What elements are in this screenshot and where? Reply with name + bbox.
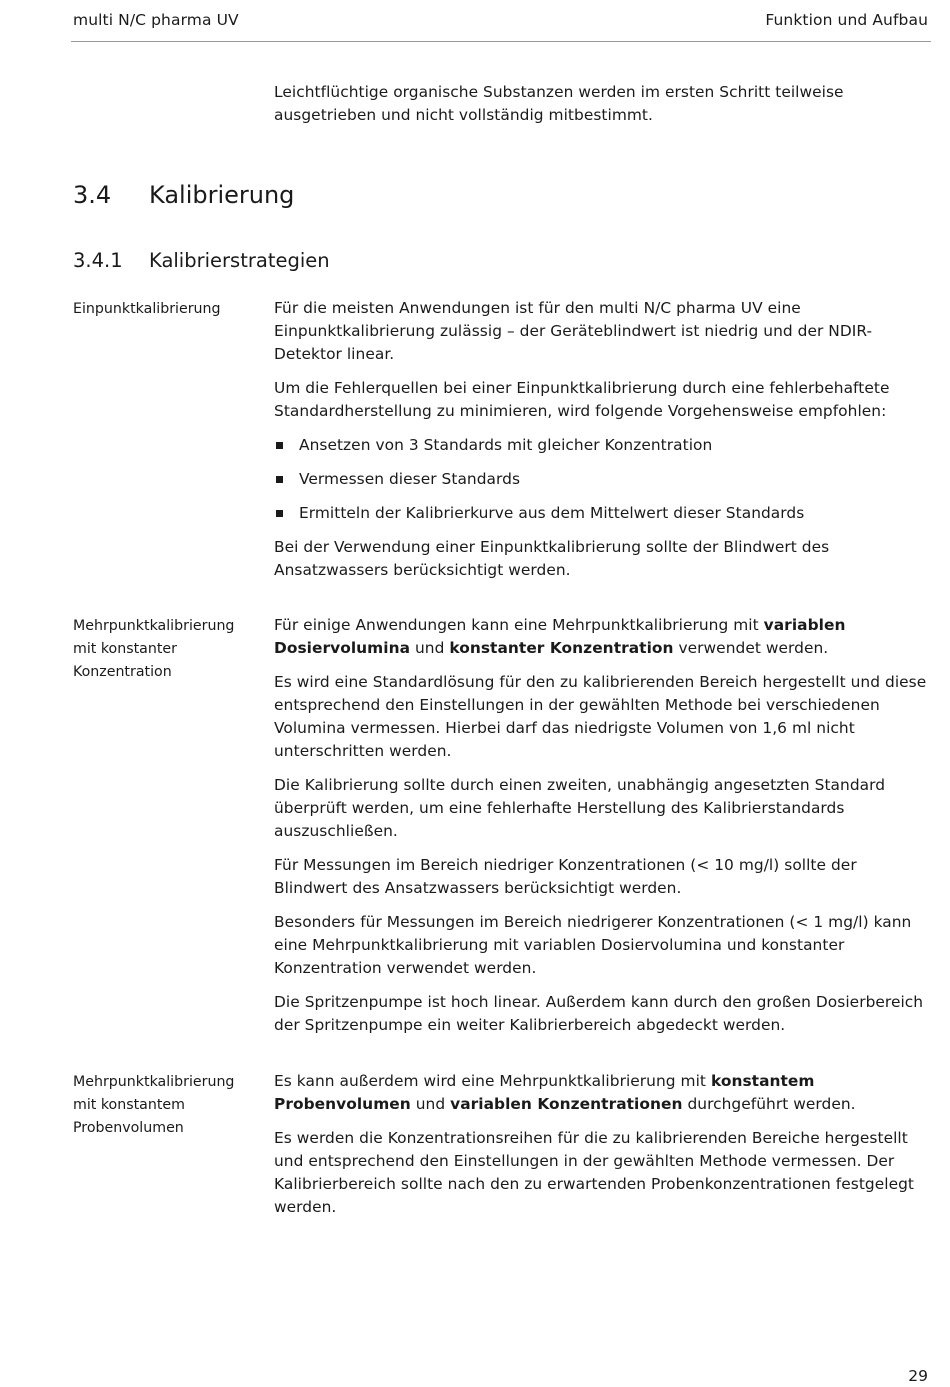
margin-label-line: mit konstantem <box>73 1097 185 1114</box>
running-header-chapter: Funktion und Aufbau <box>765 11 928 29</box>
konzentration-paragraph-6: Die Spritzenpumpe ist hoch linear. Außerdem kann durch den großen Dosierbereich der Spritzenpumpe ein weiter Kalibrierbereich abgedeckt werden. <box>274 993 924 1034</box>
intro-paragraph: Leichtflüchtige organische Substanzen werden im ersten Schritt teilweise ausgetrieben und nicht vollständig mitbestimmt. <box>274 83 844 124</box>
square-bullet-icon <box>276 510 283 517</box>
margin-label-konstantes-probenvolumen <box>73 1071 263 1141</box>
block-konstantes-probenvolumen <box>274 1070 934 1230</box>
margin-label-line: mit konstanter <box>73 641 177 658</box>
margin-label-line: Mehrpunktkalibrierung <box>73 618 235 634</box>
text-run: und <box>410 639 450 657</box>
konzentration-paragraph-5: Besonders für Messungen im Bereich niedrigerer Konzentrationen (< 1 mg/l) kann eine Mehrpunktkalibrierung mit variablen Dosiervolumina und konstanter Konzentration verwendet werden. <box>274 913 912 977</box>
margin-label-line: Mehrpunktkalibrierung <box>73 1074 235 1090</box>
konzentration-paragraph-3: Die Kalibrierung sollte durch einen zweiten, unabhängig angesetzten Standard überprüft werden, um eine fehlerhafte Herstellung des Kalibrierstandards auszuschließen. <box>274 776 886 840</box>
margin-label-line: Probenvolumen <box>73 1120 184 1137</box>
list-item-text: Ansetzen von 3 Standards mit gleicher Konzentration <box>299 436 713 454</box>
emphasis-constant-sample-volume: konstantem Probenvolumen <box>274 1072 815 1113</box>
einpunkt-paragraph-3: Bei der Verwendung einer Einpunktkalibrierung sollte der Blindwert des Ansatzwassers berücksichtigt werden. <box>274 538 830 579</box>
konzentration-paragraph-2: Es wird eine Standardlösung für den zu kalibrierenden Bereich hergestellt und diese entsprechend den Einstellungen in der gewählten Methode bei verschiedenen Volumina vermessen. Hierbei darf das niedrigste Volumen von 1,6 ml nicht unterschritten werden. <box>274 673 927 760</box>
square-bullet-icon <box>276 442 283 449</box>
list-item <box>274 468 934 491</box>
block-konstante-konzentration <box>274 614 934 1048</box>
probenvolumen-paragraph-2: Es werden die Konzentrationsreihen für die zu kalibrierenden Bereiche hergestellt und entsprechend den Einstellungen in der gewählten Methode vermessen. Der Kalibrierbereich sollte nach den zu erwartenden Probenkonzentrationen festgelegt werden. <box>274 1129 914 1216</box>
section-title: Kalibrierung <box>149 181 295 209</box>
emphasis-constant-concentration: konstanter Konzentration <box>449 639 674 657</box>
page-number: 29 <box>908 1367 928 1385</box>
subsection-title: Kalibrierstrategien <box>149 249 330 272</box>
section-number: 3.4 <box>73 181 112 209</box>
list-item <box>274 434 934 457</box>
header-divider <box>71 41 931 42</box>
emphasis-variable-volumes: variablen Dosiervolumina <box>274 616 846 657</box>
probenvolumen-paragraph-1 <box>274 1070 934 1116</box>
list-item-text: Ermitteln der Kalibrierkurve aus dem Mittelwert dieser Standards <box>299 504 805 522</box>
text-run: verwendet werden. <box>673 639 829 657</box>
list-item-text: Vermessen dieser Standards <box>299 470 521 488</box>
margin-label-line: Konzentration <box>73 664 172 681</box>
square-bullet-icon <box>276 476 283 483</box>
intro-block <box>274 81 934 138</box>
konzentration-paragraph-1 <box>274 614 934 660</box>
text-run: und <box>410 1095 451 1113</box>
subsection-number: 3.4.1 <box>73 249 123 272</box>
einpunkt-paragraph-1: Für die meisten Anwendungen ist für den multi N/C pharma UV eine Einpunktkalibrierung zulässig – der Geräteblindwert ist niedrig und der NDIR-Detektor linear. <box>274 299 873 363</box>
emphasis-variable-concentrations: variablen Konzentrationen <box>450 1095 683 1113</box>
text-run: Für einige Anwendungen kann eine Mehrpunktkalibrierung mit <box>274 616 764 634</box>
procedure-list <box>274 434 934 525</box>
margin-label-konstante-konzentration <box>73 615 263 685</box>
margin-label-einpunkt: Einpunktkalibrierung <box>73 301 221 317</box>
konzentration-paragraph-4: Für Messungen im Bereich niedriger Konzentrationen (< 10 mg/l) sollte der Blindwert des Ansatzwassers berücksichtigt werden. <box>274 856 857 897</box>
text-run: Es kann außerdem wird eine Mehrpunktkalibrierung mit <box>274 1072 711 1090</box>
einpunkt-paragraph-2: Um die Fehlerquellen bei einer Einpunktkalibrierung durch eine fehlerbehaftete Standardherstellung zu minimieren, wird folgende Vorgehensweise empfohlen: <box>274 379 890 420</box>
running-header-title: multi N/C pharma UV <box>73 11 239 29</box>
list-item <box>274 502 934 525</box>
text-run: durchgeführt werden. <box>682 1095 856 1113</box>
block-einpunkt <box>274 297 934 593</box>
